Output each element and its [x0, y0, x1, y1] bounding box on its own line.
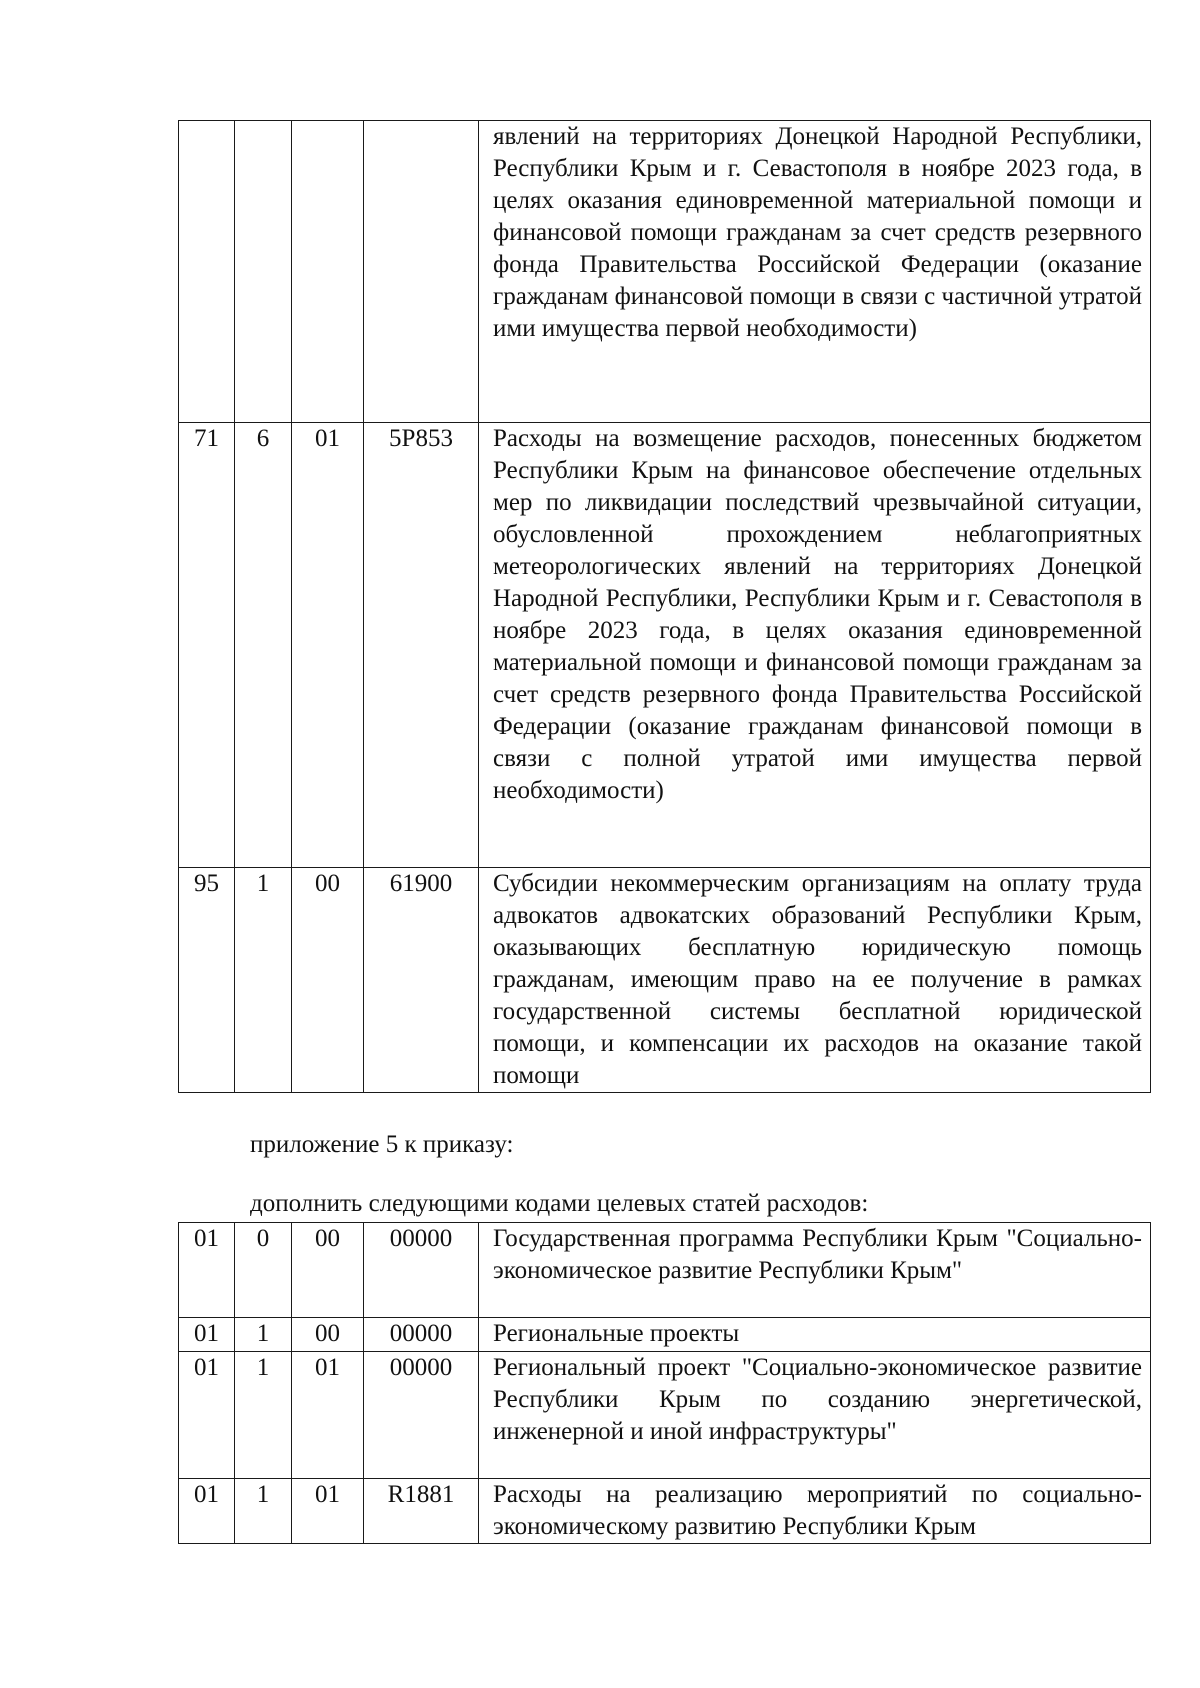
- code-event: 00: [292, 1318, 364, 1352]
- target-codes-table-top: [178, 120, 1151, 1093]
- code-subprogram: 1: [235, 1318, 292, 1352]
- code-program: 95: [179, 868, 235, 1093]
- code-subprogram: 1: [235, 868, 292, 1093]
- target-codes-table-bottom: [178, 1222, 1151, 1544]
- code-program: 01: [179, 1223, 235, 1318]
- code-subprogram: 0: [235, 1223, 292, 1318]
- code-direction: 00000: [364, 1352, 479, 1479]
- code-direction: [364, 121, 479, 423]
- expense-description: Расходы на реализацию мероприятий по социально-экономическому развитию Республики Крым: [479, 1479, 1151, 1544]
- code-event: 00: [292, 1223, 364, 1318]
- table-row: [179, 1223, 1151, 1318]
- instruction-text: дополнить следующими кодами целевых статей расходов:: [250, 1190, 869, 1217]
- code-program: [179, 121, 235, 423]
- code-event: [292, 121, 364, 423]
- table-row: [179, 423, 1151, 868]
- expense-description: Государственная программа Республики Крым "Социально-экономическое развитие Республики Крым": [479, 1223, 1151, 1318]
- code-direction: 00000: [364, 1318, 479, 1352]
- expense-description: Субсидии некоммерческим организациям на оплату труда адвокатов адвокатских образований Республики Крым, оказывающих бесплатную юридическую помощь гражданам, имеющим право на ее получение в рамках государственной системы бесплатной юридической помощи, и компенсации их расходов на оказание такой помощи: [479, 868, 1151, 1093]
- code-event: 01: [292, 1479, 364, 1544]
- code-subprogram: 1: [235, 1352, 292, 1479]
- code-program: 71: [179, 423, 235, 868]
- code-program: 01: [179, 1352, 235, 1479]
- table-row: [179, 1479, 1151, 1544]
- code-subprogram: 6: [235, 423, 292, 868]
- expense-description: Региональный проект "Социально-экономическое развитие Республики Крым по созданию энергетической, инженерной и иной инфраструктуры": [479, 1352, 1151, 1479]
- appendix-reference: приложение 5 к приказу:: [250, 1131, 514, 1158]
- code-direction: R1881: [364, 1479, 479, 1544]
- expense-description: Расходы на возмещение расходов, понесенных бюджетом Республики Крым на финансовое обеспечение отдельных мер по ликвидации последствий чрезвычайной ситуации, обусловленной прохождением неблагоприятных метеорологических явлений на территориях Донецкой Народной Республики, Республики Крым и г. Севастополя в ноябре 2023 года, в целях оказания единовременной материальной помощи и финансовой помощи гражданам за счет средств резервного фонда Правительства Российской Федерации (оказание гражданам финансовой помощи в связи с полной утратой ими имущества первой необходимости): [479, 423, 1151, 868]
- table-row: [179, 868, 1151, 1093]
- code-event: 00: [292, 868, 364, 1093]
- code-direction: 00000: [364, 1223, 479, 1318]
- table-row: [179, 1318, 1151, 1352]
- expense-description: Региональные проекты: [479, 1318, 1151, 1352]
- code-direction: 5P853: [364, 423, 479, 868]
- code-subprogram: [235, 121, 292, 423]
- code-event: 01: [292, 423, 364, 868]
- code-program: 01: [179, 1479, 235, 1544]
- table-row: [179, 121, 1151, 423]
- code-event: 01: [292, 1352, 364, 1479]
- expense-description: явлений на территориях Донецкой Народной Республики, Республики Крым и г. Севастополя в ноябре 2023 года, в целях оказания единовременной материальной помощи и финансовой помощи гражданам за счет средств резервного фонда Правительства Российской Федерации (оказание гражданам финансовой помощи в связи с частичной утратой ими имущества первой необходимости): [479, 121, 1151, 423]
- code-direction: 61900: [364, 868, 479, 1093]
- table-row: [179, 1352, 1151, 1479]
- code-program: 01: [179, 1318, 235, 1352]
- code-subprogram: 1: [235, 1479, 292, 1544]
